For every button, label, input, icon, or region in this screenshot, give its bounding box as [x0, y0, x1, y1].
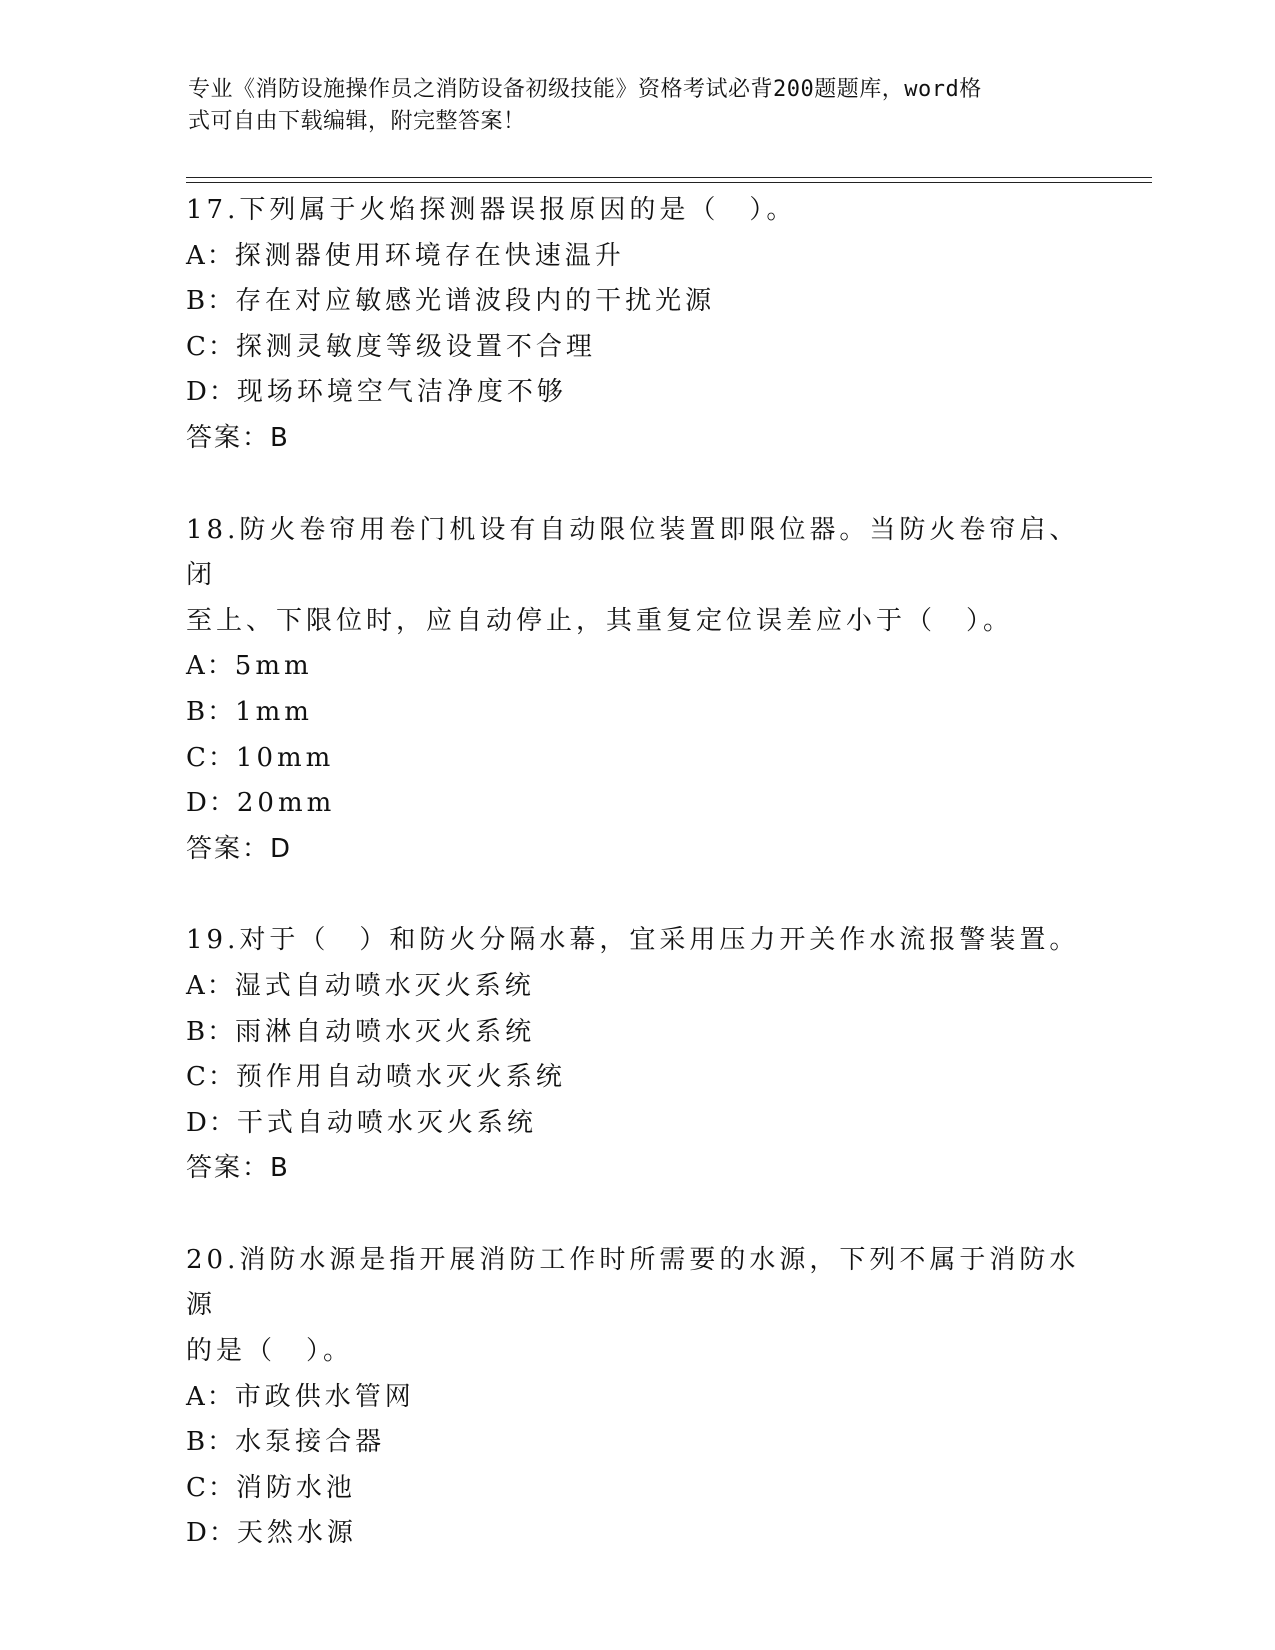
question-block [186, 918, 1086, 1192]
header-divider-top [186, 177, 1152, 178]
question-text-line: 的是（ ）。 [186, 1336, 354, 1367]
option-key: B： [186, 1427, 236, 1458]
question-text-line: 20.消防水源是指开展消防工作时所需要的水源，下列不属于消防水源 [186, 1244, 1080, 1321]
option-key: D： [186, 1518, 237, 1549]
option-text: 预作用自动喷水灭火系统 [235, 1062, 566, 1093]
option-key: A： [186, 970, 235, 1001]
question-block [186, 188, 1086, 462]
header-line-2: 式可自由下载编辑，附完整答案！ [188, 109, 526, 134]
option-key: C： [186, 742, 236, 773]
answer-option [186, 736, 1086, 782]
option-key: B： [186, 1016, 236, 1047]
option-text: 市政供水管网 [234, 1381, 415, 1412]
answer-line: 答案：B [186, 1153, 290, 1184]
option-text: 天然水源 [236, 1518, 357, 1549]
option-key: A： [186, 240, 235, 271]
option-text: 探测灵敏度等级设置不合理 [235, 331, 596, 362]
answer-option [186, 234, 1086, 280]
option-text: 20mm [236, 788, 336, 819]
option-text: 水泵接合器 [235, 1427, 386, 1458]
option-text: 存在对应敏感光谱波段内的干扰光源 [235, 286, 716, 317]
option-text: 雨淋自动喷水灭火系统 [235, 1016, 536, 1047]
question-text-line: 18.防火卷帘用卷门机设有自动限位装置即限位器。当防火卷帘启、闭 [186, 514, 1080, 591]
answer-option [186, 690, 1086, 736]
answer-option [186, 644, 1086, 690]
answer-option [186, 1010, 1086, 1056]
option-text: 现场环境空气洁净度不够 [236, 377, 567, 408]
header-line-1: 专业《消防设施操作员之消防设备初级技能》资格考试必背200题题库，word格 [188, 77, 982, 102]
option-text: 探测器使用环境存在快速温升 [234, 240, 625, 271]
answer-line: 答案：B [186, 422, 290, 453]
question-text-line: 19.对于（ ）和防火分隔水幕，宜采用压力开关作水流报警装置。 [186, 925, 1080, 956]
option-key: D： [186, 788, 237, 819]
option-text: 干式自动喷水灭火系统 [236, 1107, 537, 1138]
answer-option [186, 964, 1086, 1010]
option-key: C： [186, 1472, 236, 1503]
answer-option [186, 1511, 1086, 1557]
option-key: B： [186, 696, 236, 727]
question-list [186, 188, 1086, 1603]
answer-option [186, 1466, 1086, 1512]
option-key: C： [186, 331, 236, 362]
option-text: 10mm [235, 742, 335, 773]
option-key: A： [186, 1381, 235, 1412]
option-key: A： [186, 651, 235, 682]
question-text-line: 17.下列属于火焰探测器误报原因的是（ ）。 [186, 195, 797, 225]
header-divider-bottom [186, 182, 1152, 183]
option-key: C： [186, 1062, 236, 1093]
option-text: 5mm [234, 651, 313, 682]
option-text: 湿式自动喷水灭火系统 [234, 970, 535, 1001]
question-text-line: 至上、下限位时，应自动停止，其重复定位误差应小于（ ）。 [186, 605, 1014, 636]
question-block [186, 508, 1086, 873]
option-text: 消防水池 [235, 1472, 356, 1503]
option-key: B： [186, 286, 236, 317]
answer-option [186, 1101, 1086, 1147]
answer-option [186, 325, 1086, 371]
answer-option [186, 279, 1086, 325]
answer-option [186, 1375, 1086, 1421]
answer-option [186, 370, 1086, 416]
option-key: D： [186, 377, 237, 408]
answer-option [186, 1420, 1086, 1466]
answer-line: 答案：D [186, 833, 293, 864]
question-block [186, 1238, 1086, 1557]
answer-option [186, 781, 1086, 827]
document-header [188, 74, 1068, 138]
option-text: 1mm [235, 696, 313, 727]
answer-option [186, 1055, 1086, 1101]
option-key: D： [186, 1107, 237, 1138]
